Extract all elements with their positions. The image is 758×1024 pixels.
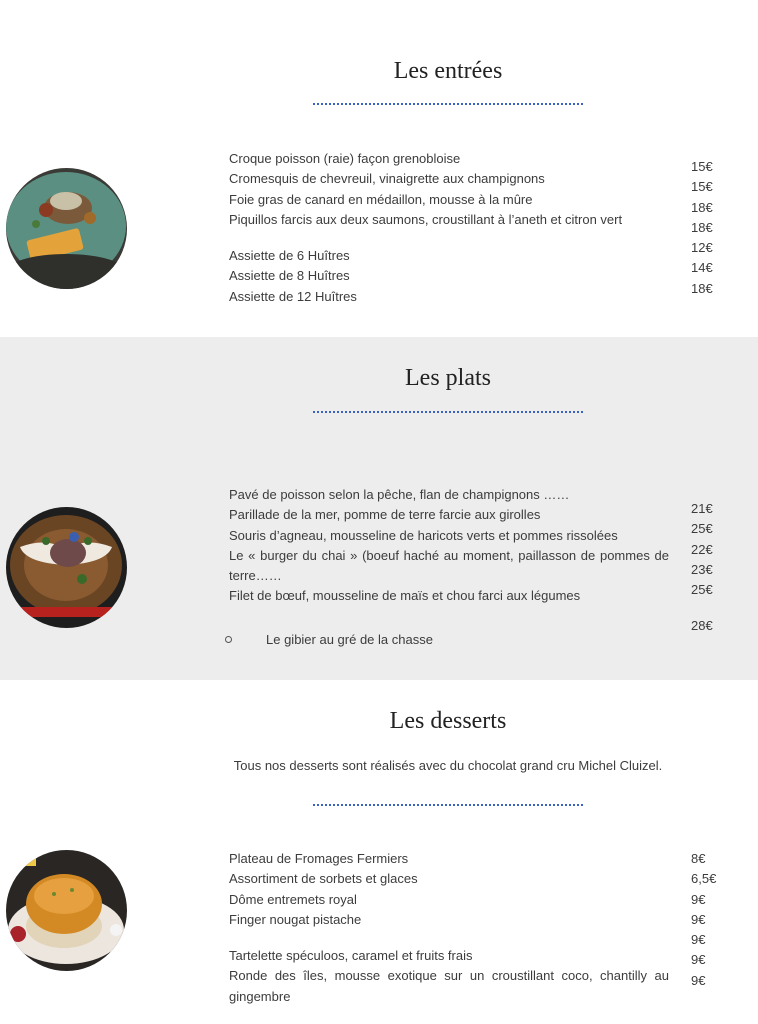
menu-item: Finger nougat pistache (229, 911, 362, 927)
price: 8€ (691, 851, 706, 866)
price: 18€ (691, 280, 713, 296)
menu-item: Le « burger du chai » (boeuf haché au moment, paillasson de pommes de terre…… (229, 547, 669, 584)
entrees-list (229, 149, 669, 307)
entree-dish-photo (6, 168, 127, 289)
plats-prices (691, 499, 751, 637)
plat-dish-photo (6, 507, 127, 628)
dotted-divider (313, 103, 583, 105)
entrees-prices (691, 157, 751, 299)
menu-item: Assortiment de sorbets et glaces (229, 871, 418, 887)
menu-item: Assiette de 8 Huîtres (229, 268, 350, 284)
price: 12€ (691, 240, 713, 256)
gibier-line (225, 632, 433, 647)
menu-item: Pavé de poisson selon la pêche, flan de champignons …… (229, 487, 570, 502)
price: 18€ (691, 219, 713, 235)
desserts-note: Tous nos desserts sont réalisés avec du chocolat grand cru Michel Cluizel. (233, 758, 663, 773)
price: 9€ (691, 891, 706, 907)
menu-item: Tartelette spéculoos, caramel et fruits frais (229, 948, 473, 964)
desserts-prices (691, 849, 751, 991)
price: 14€ (691, 260, 713, 276)
bullet-icon (225, 636, 232, 643)
dessert-photo (6, 850, 127, 971)
menu-item: Croque poisson (raie) façon grenobloise (229, 151, 461, 166)
menu-item: Foie gras de canard en médaillon, mousse à la mûre (229, 191, 533, 207)
menu-item: Parillade de la mer, pomme de terre farcie aux girolles (229, 507, 541, 523)
price: 6,5€ (691, 871, 717, 887)
menu-item: Assiette de 6 Huîtres (229, 248, 350, 264)
menu-item: Cromesquis de chevreuil, vinaigrette aux champignons (229, 171, 545, 187)
price: 18€ (691, 199, 713, 215)
price: 23€ (691, 561, 713, 577)
section-title-entrees: Les entrées (393, 58, 503, 84)
gibier-label: Le gibier au gré de la chasse (266, 632, 433, 647)
menu-item: Souris d’agneau, mousseline de haricots verts et pommes rissolées (229, 527, 618, 543)
price: 15€ (691, 159, 713, 174)
dotted-divider (313, 411, 583, 413)
price: 9€ (691, 911, 706, 927)
section-title-desserts: Les desserts (389, 708, 507, 734)
menu-item: Filet de bœuf, mousseline de maïs et chou farci aux légumes (229, 588, 581, 604)
section-plats (0, 337, 758, 680)
price: 25€ (691, 582, 713, 598)
price: 9€ (691, 932, 706, 948)
section-entrees (0, 0, 758, 337)
dotted-divider (313, 804, 583, 806)
price: 9€ (691, 952, 706, 968)
price: 25€ (691, 521, 713, 537)
menu-item: Piquillos farcis aux deux saumons, croustillant à l’aneth et citron vert (229, 211, 623, 227)
price: 9€ (691, 972, 706, 988)
menu-item: Ronde des îles, mousse exotique sur un croustillant coco, chantilly au gingembre (229, 968, 669, 1004)
menu-item: Assiette de 12 Huîtres (229, 288, 357, 304)
menu-item: Dôme entremets royal (229, 891, 357, 907)
price: 15€ (691, 179, 713, 195)
price: 28€ (691, 618, 713, 634)
plats-list (229, 485, 669, 607)
desserts-list (229, 849, 669, 1007)
price: 21€ (691, 501, 713, 516)
price: 22€ (691, 541, 713, 557)
section-desserts (0, 680, 758, 1024)
section-title-plats: Les plats (405, 365, 491, 391)
menu-item: Plateau de Fromages Fermiers (229, 851, 409, 866)
